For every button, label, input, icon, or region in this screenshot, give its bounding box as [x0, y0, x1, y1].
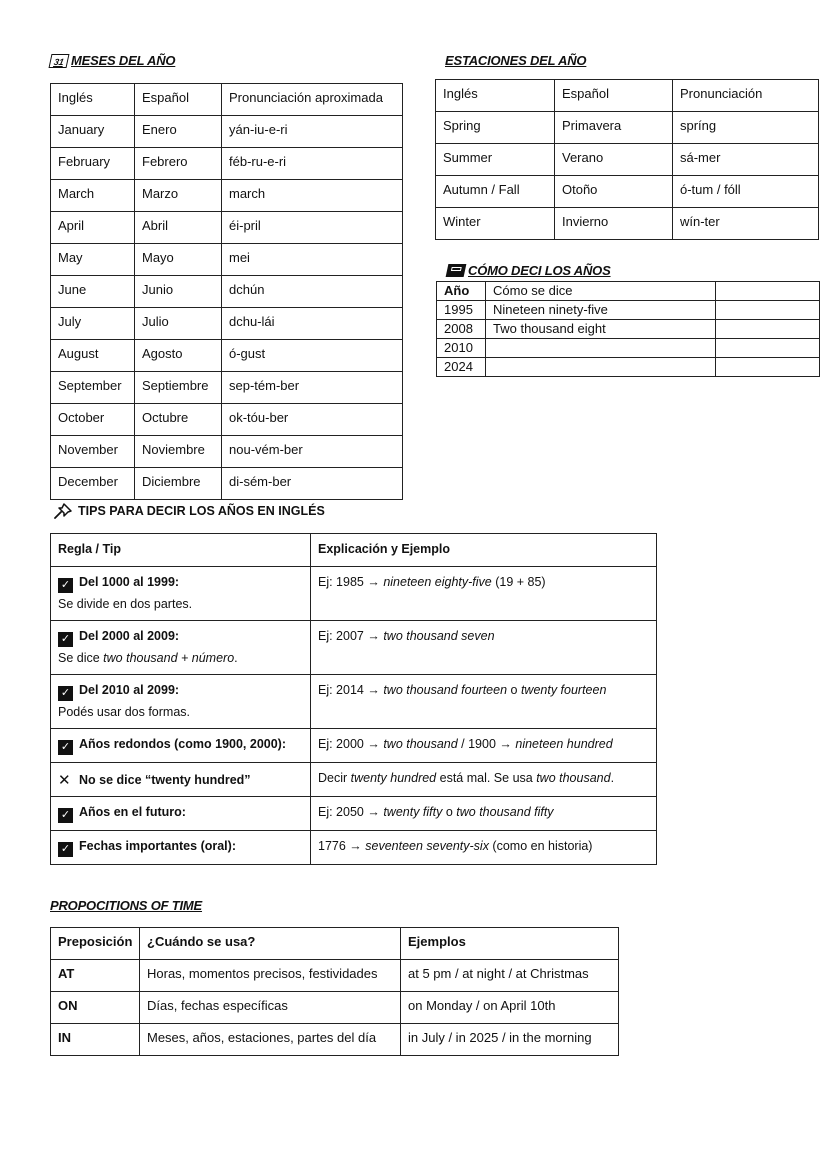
table-cell: July — [51, 308, 135, 340]
tip-example-part: twenty fifty — [383, 805, 443, 819]
table-cell: at 5 pm / at night / at Christmas — [401, 960, 619, 992]
months-title: MESES DEL AÑO — [71, 53, 176, 68]
table-row — [437, 320, 820, 339]
table-row — [51, 404, 403, 436]
checkbox-checked-icon: ✓ — [58, 808, 73, 823]
table-cell: August — [51, 340, 135, 372]
tip-subtext-part: Podés usar dos formas. — [58, 705, 191, 719]
table-cell: December — [51, 468, 135, 500]
table-cell: April — [51, 212, 135, 244]
prepositions-heading — [50, 898, 202, 913]
tip-example-part: (como en historia) — [488, 839, 593, 853]
table-cell: dchún — [222, 276, 403, 308]
table-cell: 1995 — [437, 301, 486, 320]
checkbox-checked-icon: ✓ — [58, 842, 73, 857]
table-row — [51, 212, 403, 244]
tip-rule-cell — [51, 831, 311, 865]
checkbox-checked-icon: ✓ — [58, 632, 73, 647]
table-cell: spríng — [673, 112, 819, 144]
tip-row — [51, 729, 657, 763]
table-cell: wín-ter — [673, 208, 819, 240]
column-header — [716, 282, 820, 301]
column-header: Inglés — [51, 84, 135, 116]
table-row — [51, 116, 403, 148]
tip-example-part: / 1900 → — [457, 737, 516, 751]
tip-rule: Años redondos (como 1900, 2000): — [79, 737, 287, 751]
table-row — [51, 960, 619, 992]
tip-example-part: o — [507, 683, 521, 697]
tips-table — [50, 533, 657, 865]
tip-example-part: Ej: 1985 → — [318, 575, 384, 589]
tip-subtext-part: Se dice — [58, 651, 104, 665]
tips-heading — [54, 503, 325, 519]
column-header: Cómo se dice — [486, 282, 716, 301]
column-header: Ejemplos — [401, 928, 619, 960]
tip-rule-cell — [51, 797, 311, 831]
tip-row — [51, 675, 657, 729]
tip-row — [51, 763, 657, 797]
tip-row — [51, 567, 657, 621]
header-row — [436, 80, 819, 112]
table-cell: Autumn / Fall — [436, 176, 555, 208]
table-row — [51, 244, 403, 276]
tips-title: TIPS PARA DECIR LOS AÑOS EN INGLÉS — [78, 504, 325, 518]
table-cell: éi-pril — [222, 212, 403, 244]
table-row — [437, 301, 820, 320]
tip-subtext-part: Se divide en dos partes. — [58, 597, 193, 611]
column-header: Pronunciación aproximada — [222, 84, 403, 116]
header-row — [51, 84, 403, 116]
tip-rule-cell — [51, 675, 311, 729]
checkbox-checked-icon: ✓ — [58, 686, 73, 701]
table-cell: January — [51, 116, 135, 148]
header-row — [51, 928, 619, 960]
years-title: CÓMO DECI LOS AÑOS — [468, 263, 611, 278]
table-row — [437, 339, 820, 358]
tip-subtext-part: . — [234, 651, 238, 665]
table-row — [436, 112, 819, 144]
table-cell: Diciembre — [135, 468, 222, 500]
table-cell: ok-tóu-ber — [222, 404, 403, 436]
table-row — [436, 176, 819, 208]
tip-subtext — [58, 597, 303, 611]
tip-rule: Del 2010 al 2099: — [79, 683, 180, 697]
tip-example-cell — [311, 567, 657, 621]
tip-subtext-part: two thousand + número — [103, 651, 235, 665]
table-cell: nou-vém-ber — [222, 436, 403, 468]
table-cell: May — [51, 244, 135, 276]
seasons-heading — [445, 53, 586, 68]
months-heading — [50, 53, 175, 68]
table-row — [51, 276, 403, 308]
table-cell: Spring — [436, 112, 555, 144]
table-cell: Agosto — [135, 340, 222, 372]
table-cell: 2010 — [437, 339, 486, 358]
table-cell: Horas, momentos precisos, festividades — [140, 960, 401, 992]
tip-example-cell — [311, 621, 657, 675]
prepositions-table — [50, 927, 619, 1056]
table-cell: ó-tum / fóll — [673, 176, 819, 208]
table-cell: ON — [51, 992, 140, 1024]
table-cell: Mayo — [135, 244, 222, 276]
table-cell: ó-gust — [222, 340, 403, 372]
tip-subtext — [58, 705, 303, 719]
tip-example-part: Ej: 2050 → — [318, 805, 384, 819]
table-cell: féb-ru-e-ri — [222, 148, 403, 180]
tip-example-part: 1776 → — [318, 839, 366, 853]
tip-example-part: (19 + 85) — [491, 575, 546, 589]
table-cell: Two thousand eight — [486, 320, 716, 339]
tip-example-cell — [311, 675, 657, 729]
table-cell: Días, fechas específicas — [140, 992, 401, 1024]
table-cell: mei — [222, 244, 403, 276]
table-row — [51, 340, 403, 372]
tip-subtext — [58, 651, 303, 665]
column-header: Español — [135, 84, 222, 116]
tip-example-cell — [311, 797, 657, 831]
table-cell: AT — [51, 960, 140, 992]
tip-rule: Años en el futuro: — [79, 805, 186, 819]
tip-example-part: o — [442, 805, 457, 819]
table-row — [51, 180, 403, 212]
table-cell: November — [51, 436, 135, 468]
table-row — [51, 436, 403, 468]
table-cell: IN — [51, 1024, 140, 1056]
table-cell — [716, 358, 820, 377]
table-row — [436, 144, 819, 176]
prepositions-title: PROPOCITIONS OF TIME — [50, 898, 203, 913]
table-cell: Winter — [436, 208, 555, 240]
table-cell — [486, 339, 716, 358]
tip-example-part: twenty fourteen — [520, 683, 607, 697]
column-header: Preposición — [51, 928, 140, 960]
tip-row — [51, 621, 657, 675]
table-cell: March — [51, 180, 135, 212]
table-cell: Nineteen ninety-five — [486, 301, 716, 320]
table-cell: in July / in 2025 / in the morning — [401, 1024, 619, 1056]
table-cell: Otoño — [555, 176, 673, 208]
table-row — [51, 372, 403, 404]
table-cell — [716, 320, 820, 339]
tip-example-part: nineteen eighty-five — [383, 575, 492, 589]
table-cell: Julio — [135, 308, 222, 340]
tip-rule: Del 1000 al 1999: — [79, 575, 180, 589]
header-row — [437, 282, 820, 301]
tip-example-part: . — [610, 771, 615, 785]
tip-example-part: Decir — [318, 771, 351, 785]
table-cell: dchu-lái — [222, 308, 403, 340]
tip-example-part: Ej: 2007 → — [318, 629, 384, 643]
table-cell: Octubre — [135, 404, 222, 436]
table-cell: 2008 — [437, 320, 486, 339]
table-cell: September — [51, 372, 135, 404]
table-cell: Septiembre — [135, 372, 222, 404]
table-row — [51, 992, 619, 1024]
tip-example-part: está mal. Se usa — [436, 771, 537, 785]
table-row — [436, 208, 819, 240]
tip-rule-cell — [51, 729, 311, 763]
column-header: Regla / Tip — [51, 534, 311, 567]
tip-example-part: two thousand fourteen — [383, 683, 508, 697]
table-cell: di-sém-ber — [222, 468, 403, 500]
seasons-table — [435, 79, 819, 240]
tip-example-cell — [311, 729, 657, 763]
tip-example-part: two thousand seven — [383, 629, 495, 643]
tip-example-cell — [311, 763, 657, 797]
tip-example-part: seventeen seventy-six — [365, 839, 489, 853]
table-cell: Noviembre — [135, 436, 222, 468]
folder-icon — [446, 264, 467, 277]
tip-rule-cell — [51, 763, 311, 797]
tip-rule: Fechas importantes (oral): — [79, 839, 236, 853]
tip-rule: Del 2000 al 2009: — [79, 629, 180, 643]
table-cell — [716, 301, 820, 320]
table-cell — [716, 339, 820, 358]
table-cell: on Monday / on April 10th — [401, 992, 619, 1024]
table-cell: Enero — [135, 116, 222, 148]
tip-rule-cell — [51, 621, 311, 675]
tip-example-part: twenty hundred — [350, 771, 437, 785]
table-cell: Abril — [135, 212, 222, 244]
table-cell: Febrero — [135, 148, 222, 180]
column-header: Año — [437, 282, 486, 301]
tip-example-part: two thousand — [536, 771, 611, 785]
column-header: Inglés — [436, 80, 555, 112]
seasons-title: ESTACIONES DEL AÑO — [445, 53, 587, 68]
cross-icon: ✕ — [58, 772, 71, 789]
table-cell: sá-mer — [673, 144, 819, 176]
tip-example-part: Ej: 2000 → — [318, 737, 384, 751]
months-table — [50, 83, 403, 500]
calendar-icon: 31 — [49, 54, 70, 68]
table-cell: Meses, años, estaciones, partes del día — [140, 1024, 401, 1056]
table-cell — [486, 358, 716, 377]
tip-row — [51, 797, 657, 831]
table-cell: Invierno — [555, 208, 673, 240]
years-table — [436, 281, 820, 377]
table-cell: Verano — [555, 144, 673, 176]
tip-example-cell — [311, 831, 657, 865]
tip-rule: No se dice “twenty hundred” — [79, 773, 251, 787]
table-row — [437, 358, 820, 377]
table-cell: sep-tém-ber — [222, 372, 403, 404]
table-row — [51, 308, 403, 340]
tip-example-part: nineteen hundred — [515, 737, 613, 751]
table-cell: Junio — [135, 276, 222, 308]
table-row — [51, 468, 403, 500]
table-cell: yán-iu-e-ri — [222, 116, 403, 148]
column-header: Pronunciación — [673, 80, 819, 112]
table-cell: march — [222, 180, 403, 212]
years-heading — [447, 263, 611, 278]
tip-row — [51, 831, 657, 865]
table-cell: October — [51, 404, 135, 436]
table-cell: Primavera — [555, 112, 673, 144]
table-cell: Marzo — [135, 180, 222, 212]
column-header: ¿Cuándo se usa? — [140, 928, 401, 960]
column-header: Explicación y Ejemplo — [311, 534, 657, 567]
table-row — [51, 1024, 619, 1056]
table-cell: February — [51, 148, 135, 180]
table-row — [51, 148, 403, 180]
checkbox-checked-icon: ✓ — [58, 740, 73, 755]
checkbox-checked-icon: ✓ — [58, 578, 73, 593]
tip-example-part: two thousand fifty — [456, 805, 554, 819]
table-cell: June — [51, 276, 135, 308]
pushpin-icon — [54, 503, 72, 519]
table-cell: Summer — [436, 144, 555, 176]
column-header: Español — [555, 80, 673, 112]
tip-example-part: Ej: 2014 → — [318, 683, 384, 697]
header-row — [51, 534, 657, 567]
tip-rule-cell — [51, 567, 311, 621]
tip-example-part: two thousand — [383, 737, 458, 751]
table-cell: 2024 — [437, 358, 486, 377]
